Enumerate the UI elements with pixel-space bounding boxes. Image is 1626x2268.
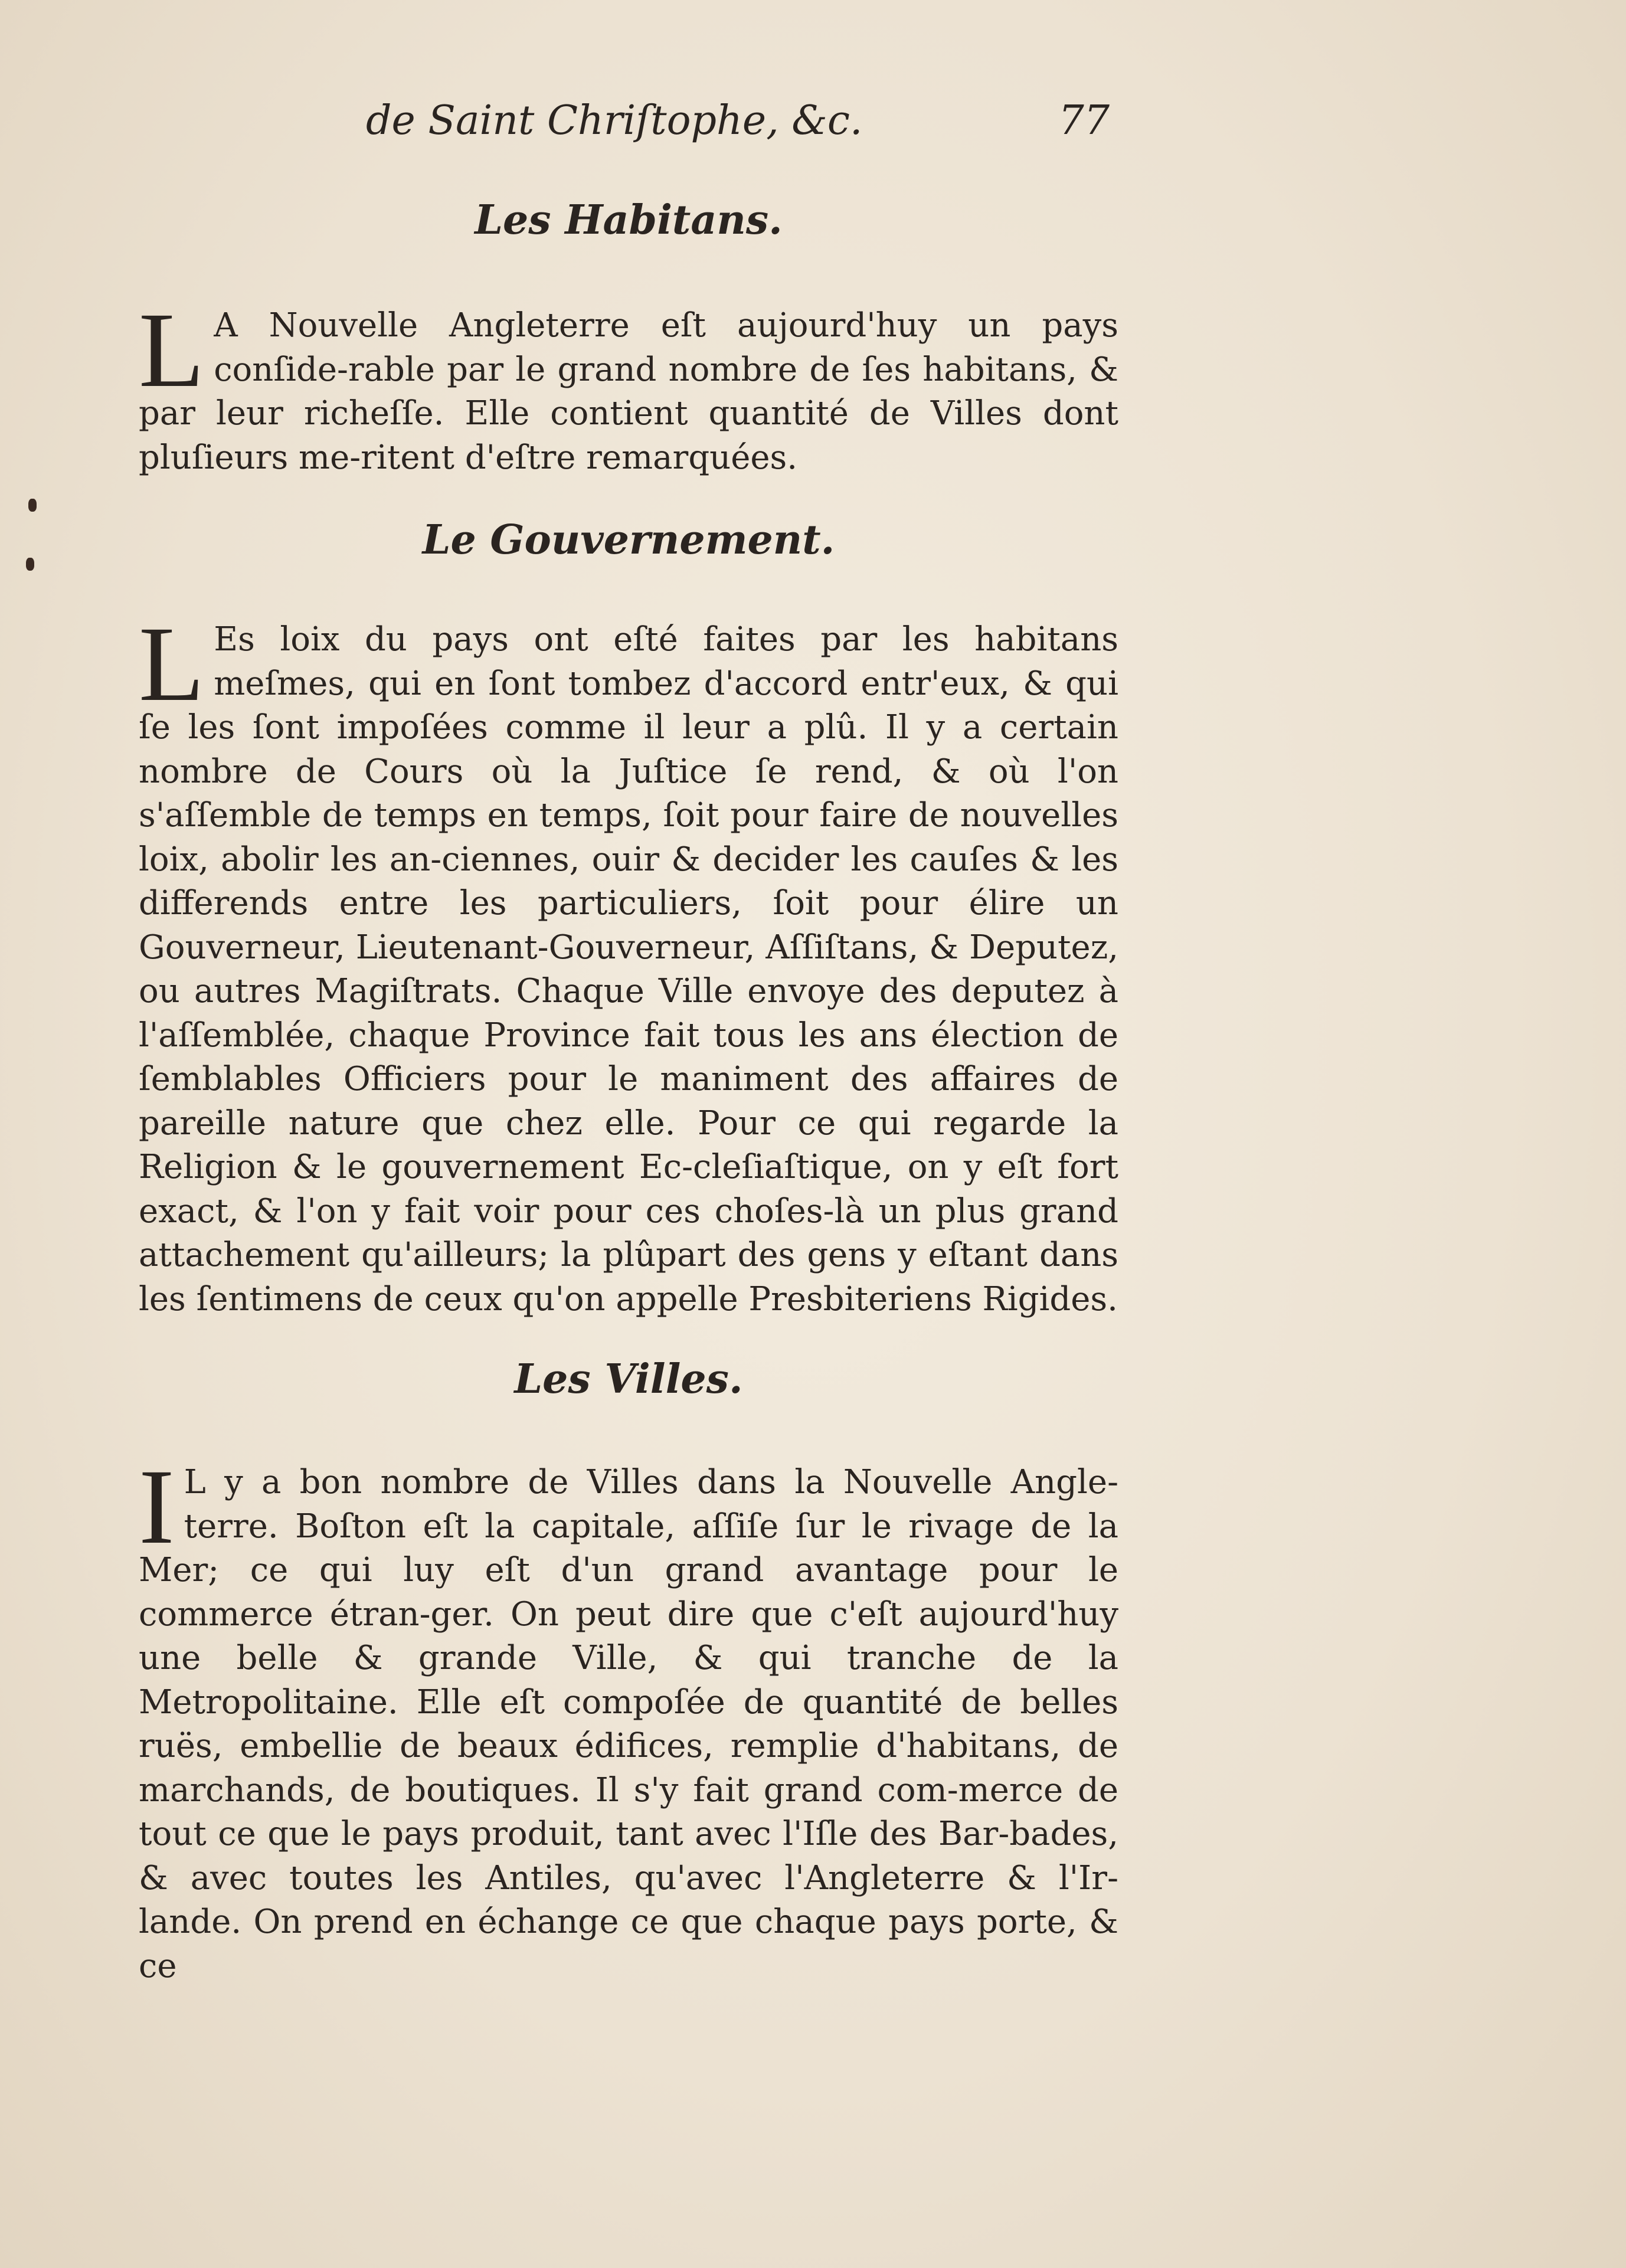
ink-spot (26, 558, 34, 571)
running-head-title: de Saint Chriſtophe, &c. (366, 97, 863, 144)
section-heading-villes: Les Villes. (514, 1356, 743, 1403)
drop-cap: L (139, 605, 205, 724)
paragraph-text: A Nouvelle Angleterre eſt aujourd'huy un pays conſide-rable par le grand nombre de ſes habitans, & par leur richeſſe. Elle contient quantité de Villes dont pluſieurs me-ritent d'eſtre remarquées. (139, 306, 1118, 477)
drop-cap: L (139, 291, 205, 410)
paragraph-text: L y a bon nombre de Villes dans la Nouvelle Angle-terre. Boſton eſt la capitale, aſſiſe ſur le rivage de la Mer; ce qui luy eſt d'un grand avantage pour le commerce étran-ger. On peut dire que c'eſt aujourd'huy une belle & grande Ville, & qui tranche de la Metropolitaine. Elle eſt compoſée de quantité de belles ruës, embellie de beaux édifices, remplie d'habitans, de marchands, de boutiques. Il s'y fait grand com-merce de tout ce que le pays produit, tant avec l'Iſle des Bar-bades, & avec toutes les Antiles, qu'avec l'Angleterre & l'Ir-lande. On prend en échange ce que chaque pays porte, & ce (139, 1463, 1118, 1985)
ink-spot (28, 499, 37, 512)
paragraph-gouvernement (139, 605, 1118, 1321)
drop-cap: I (139, 1448, 175, 1566)
paragraph-villes (139, 1448, 1118, 1988)
section-heading-habitans: Les Habitans. (475, 197, 783, 244)
text-column (139, 180, 1118, 1988)
section-heading-gouvernement: Le Gouvernement. (422, 516, 835, 564)
paragraph-habitans (139, 291, 1118, 480)
paragraph-text: Es loix du pays ont eſté faites par les habitans meſmes, qui en ſont tombez d'accord entr'eux, & qui ſe les ſont impoſées comme il leur a plû. Il y a certain nombre de Cours où la Juſtice ſe rend, & où l'on s'aſſemble de temps en temps, ſoit pour faire de nouvelles loix, abolir les an-ciennes, ouir & decider les cauſes & les differends entre les particuliers, ſoit pour élire un Gouverneur, Lieutenant-Gouverneur, Aſſiſtans, & Deputez, ou autres Magiſtrats. Chaque Ville envoye des deputez à l'aſſemblée, chaque Province fait tous les ans élection de ſemblables Officiers pour le maniment des affaires de pareille nature que chez elle. Pour ce qui regarde la Religion & le gouvernement Ec-cleſiaſtique, on y eſt fort exact, & l'on y fait voir pour ces choſes-là un plus grand attachement qu'ailleurs; la plûpart des gens y eſtant dans les ſentimens de ceux qu'on appelle Presbiteriens Rigides. (139, 620, 1118, 1318)
page-number: 77 (1058, 97, 1110, 144)
